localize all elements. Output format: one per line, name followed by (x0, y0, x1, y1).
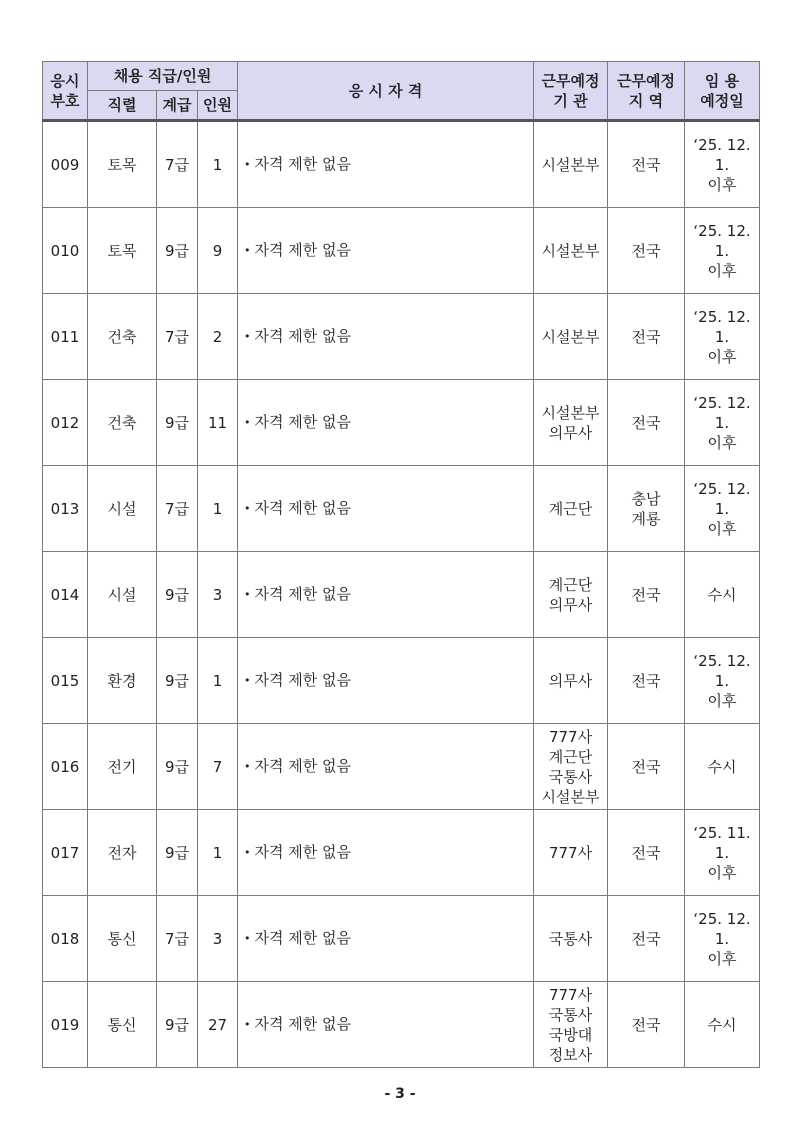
header-field: 직렬 (88, 91, 157, 121)
cell-exam-no: 011 (43, 294, 88, 380)
cell-agency: 777사 국통사 국방대 정보사 (534, 982, 608, 1068)
cell-qualification (238, 294, 534, 380)
table-row (43, 294, 760, 380)
cell-count: 1 (198, 121, 238, 208)
cell-count: 2 (198, 294, 238, 380)
cell-agency: 계근단 (534, 466, 608, 552)
cell-exam-no: 012 (43, 380, 88, 466)
cell-grade: 7급 (157, 121, 198, 208)
cell-qualification (238, 638, 534, 724)
cell-agency: 시설본부 (534, 208, 608, 294)
cell-region: 전국 (608, 294, 685, 380)
cell-region: 전국 (608, 380, 685, 466)
qualification-text: 자격 제한 없음 (254, 584, 352, 603)
cell-date: ‘25. 12. 1. 이후 (685, 896, 760, 982)
cell-field: 시설 (88, 552, 157, 638)
cell-field: 통신 (88, 896, 157, 982)
table-row (43, 982, 760, 1068)
cell-grade: 9급 (157, 552, 198, 638)
header-exam-no: 응시 부호 (43, 62, 88, 121)
cell-region: 전국 (608, 638, 685, 724)
cell-field: 전자 (88, 810, 157, 896)
qualification-text: 자격 제한 없음 (254, 154, 352, 173)
table-row (43, 208, 760, 294)
cell-qualification (238, 466, 534, 552)
cell-qualification (238, 896, 534, 982)
cell-exam-no: 018 (43, 896, 88, 982)
cell-qualification (238, 208, 534, 294)
table-row (43, 552, 760, 638)
qualification-text: 자격 제한 없음 (254, 1014, 352, 1033)
header-region: 근무예정 지 역 (608, 62, 685, 121)
cell-qualification (238, 380, 534, 466)
cell-qualification (238, 121, 534, 208)
header-count: 인원 (198, 91, 238, 121)
cell-agency: 국통사 (534, 896, 608, 982)
cell-exam-no: 010 (43, 208, 88, 294)
qualification-text: 자격 제한 없음 (254, 240, 352, 259)
recruitment-table (42, 61, 760, 1068)
cell-exam-no: 016 (43, 724, 88, 810)
table-row (43, 466, 760, 552)
cell-region: 전국 (608, 121, 685, 208)
cell-qualification (238, 982, 534, 1068)
cell-grade: 9급 (157, 724, 198, 810)
cell-exam-no: 013 (43, 466, 88, 552)
cell-grade: 9급 (157, 380, 198, 466)
cell-count: 9 (198, 208, 238, 294)
cell-grade: 9급 (157, 208, 198, 294)
bullet-icon: • (244, 931, 251, 945)
cell-date: 수시 (685, 552, 760, 638)
cell-grade: 7급 (157, 466, 198, 552)
cell-region: 전국 (608, 208, 685, 294)
cell-count: 27 (198, 982, 238, 1068)
cell-exam-no: 014 (43, 552, 88, 638)
cell-agency: 시설본부 의무사 (534, 380, 608, 466)
cell-date: ‘25. 12. 1. 이후 (685, 380, 760, 466)
cell-region: 전국 (608, 552, 685, 638)
table-row (43, 121, 760, 208)
cell-qualification (238, 724, 534, 810)
bullet-icon: • (244, 501, 251, 515)
cell-field: 토목 (88, 121, 157, 208)
cell-grade: 9급 (157, 810, 198, 896)
cell-date: ‘25. 11. 1. 이후 (685, 810, 760, 896)
cell-field: 통신 (88, 982, 157, 1068)
cell-region: 전국 (608, 810, 685, 896)
cell-grade: 9급 (157, 982, 198, 1068)
cell-count: 11 (198, 380, 238, 466)
cell-exam-no: 019 (43, 982, 88, 1068)
cell-agency: 시설본부 (534, 121, 608, 208)
cell-field: 건축 (88, 294, 157, 380)
bullet-icon: • (244, 845, 251, 859)
bullet-icon: • (244, 587, 251, 601)
bullet-icon: • (244, 1017, 251, 1031)
cell-agency: 계근단 의무사 (534, 552, 608, 638)
header-recruit: 채용 직급/인원 (88, 62, 238, 91)
cell-field: 전기 (88, 724, 157, 810)
table-row (43, 380, 760, 466)
cell-count: 1 (198, 810, 238, 896)
qualification-text: 자격 제한 없음 (254, 842, 352, 861)
cell-date: ‘25. 12. 1. 이후 (685, 466, 760, 552)
header-agency: 근무예정 기 관 (534, 62, 608, 121)
cell-count: 1 (198, 638, 238, 724)
cell-agency: 시설본부 (534, 294, 608, 380)
bullet-icon: • (244, 673, 251, 687)
bullet-icon: • (244, 157, 251, 171)
cell-grade: 9급 (157, 638, 198, 724)
qualification-text: 자격 제한 없음 (254, 756, 352, 775)
qualification-text: 자격 제한 없음 (254, 498, 352, 517)
cell-exam-no: 009 (43, 121, 88, 208)
cell-agency: 777사 계근단 국통사 시설본부 (534, 724, 608, 810)
cell-field: 시설 (88, 466, 157, 552)
cell-exam-no: 017 (43, 810, 88, 896)
qualification-text: 자격 제한 없음 (254, 670, 352, 689)
table-row (43, 638, 760, 724)
page-number: - 3 - (384, 1086, 416, 1102)
table-row (43, 724, 760, 810)
cell-date: ‘25. 12. 1. 이후 (685, 294, 760, 380)
cell-field: 건축 (88, 380, 157, 466)
header-qualification: 응 시 자 격 (238, 62, 534, 121)
cell-date: 수시 (685, 982, 760, 1068)
qualification-text: 자격 제한 없음 (254, 326, 352, 345)
cell-region: 전국 (608, 896, 685, 982)
header-date: 임 용 예정일 (685, 62, 760, 121)
cell-date: ‘25. 12. 1. 이후 (685, 638, 760, 724)
bullet-icon: • (244, 243, 251, 257)
cell-qualification (238, 810, 534, 896)
bullet-icon: • (244, 329, 251, 343)
header-grade: 계급 (157, 91, 198, 121)
table-row (43, 810, 760, 896)
cell-region: 충남 계룡 (608, 466, 685, 552)
qualification-text: 자격 제한 없음 (254, 412, 352, 431)
cell-exam-no: 015 (43, 638, 88, 724)
cell-count: 3 (198, 896, 238, 982)
cell-date: ‘25. 12. 1. 이후 (685, 121, 760, 208)
bullet-icon: • (244, 415, 251, 429)
cell-agency: 777사 (534, 810, 608, 896)
cell-date: 수시 (685, 724, 760, 810)
cell-grade: 7급 (157, 294, 198, 380)
cell-qualification (238, 552, 534, 638)
cell-field: 토목 (88, 208, 157, 294)
bullet-icon: • (244, 759, 251, 773)
qualification-text: 자격 제한 없음 (254, 928, 352, 947)
cell-field: 환경 (88, 638, 157, 724)
cell-region: 전국 (608, 724, 685, 810)
cell-count: 3 (198, 552, 238, 638)
cell-count: 1 (198, 466, 238, 552)
cell-count: 7 (198, 724, 238, 810)
table-row (43, 896, 760, 982)
cell-region: 전국 (608, 982, 685, 1068)
cell-grade: 7급 (157, 896, 198, 982)
cell-date: ‘25. 12. 1. 이후 (685, 208, 760, 294)
cell-agency: 의무사 (534, 638, 608, 724)
